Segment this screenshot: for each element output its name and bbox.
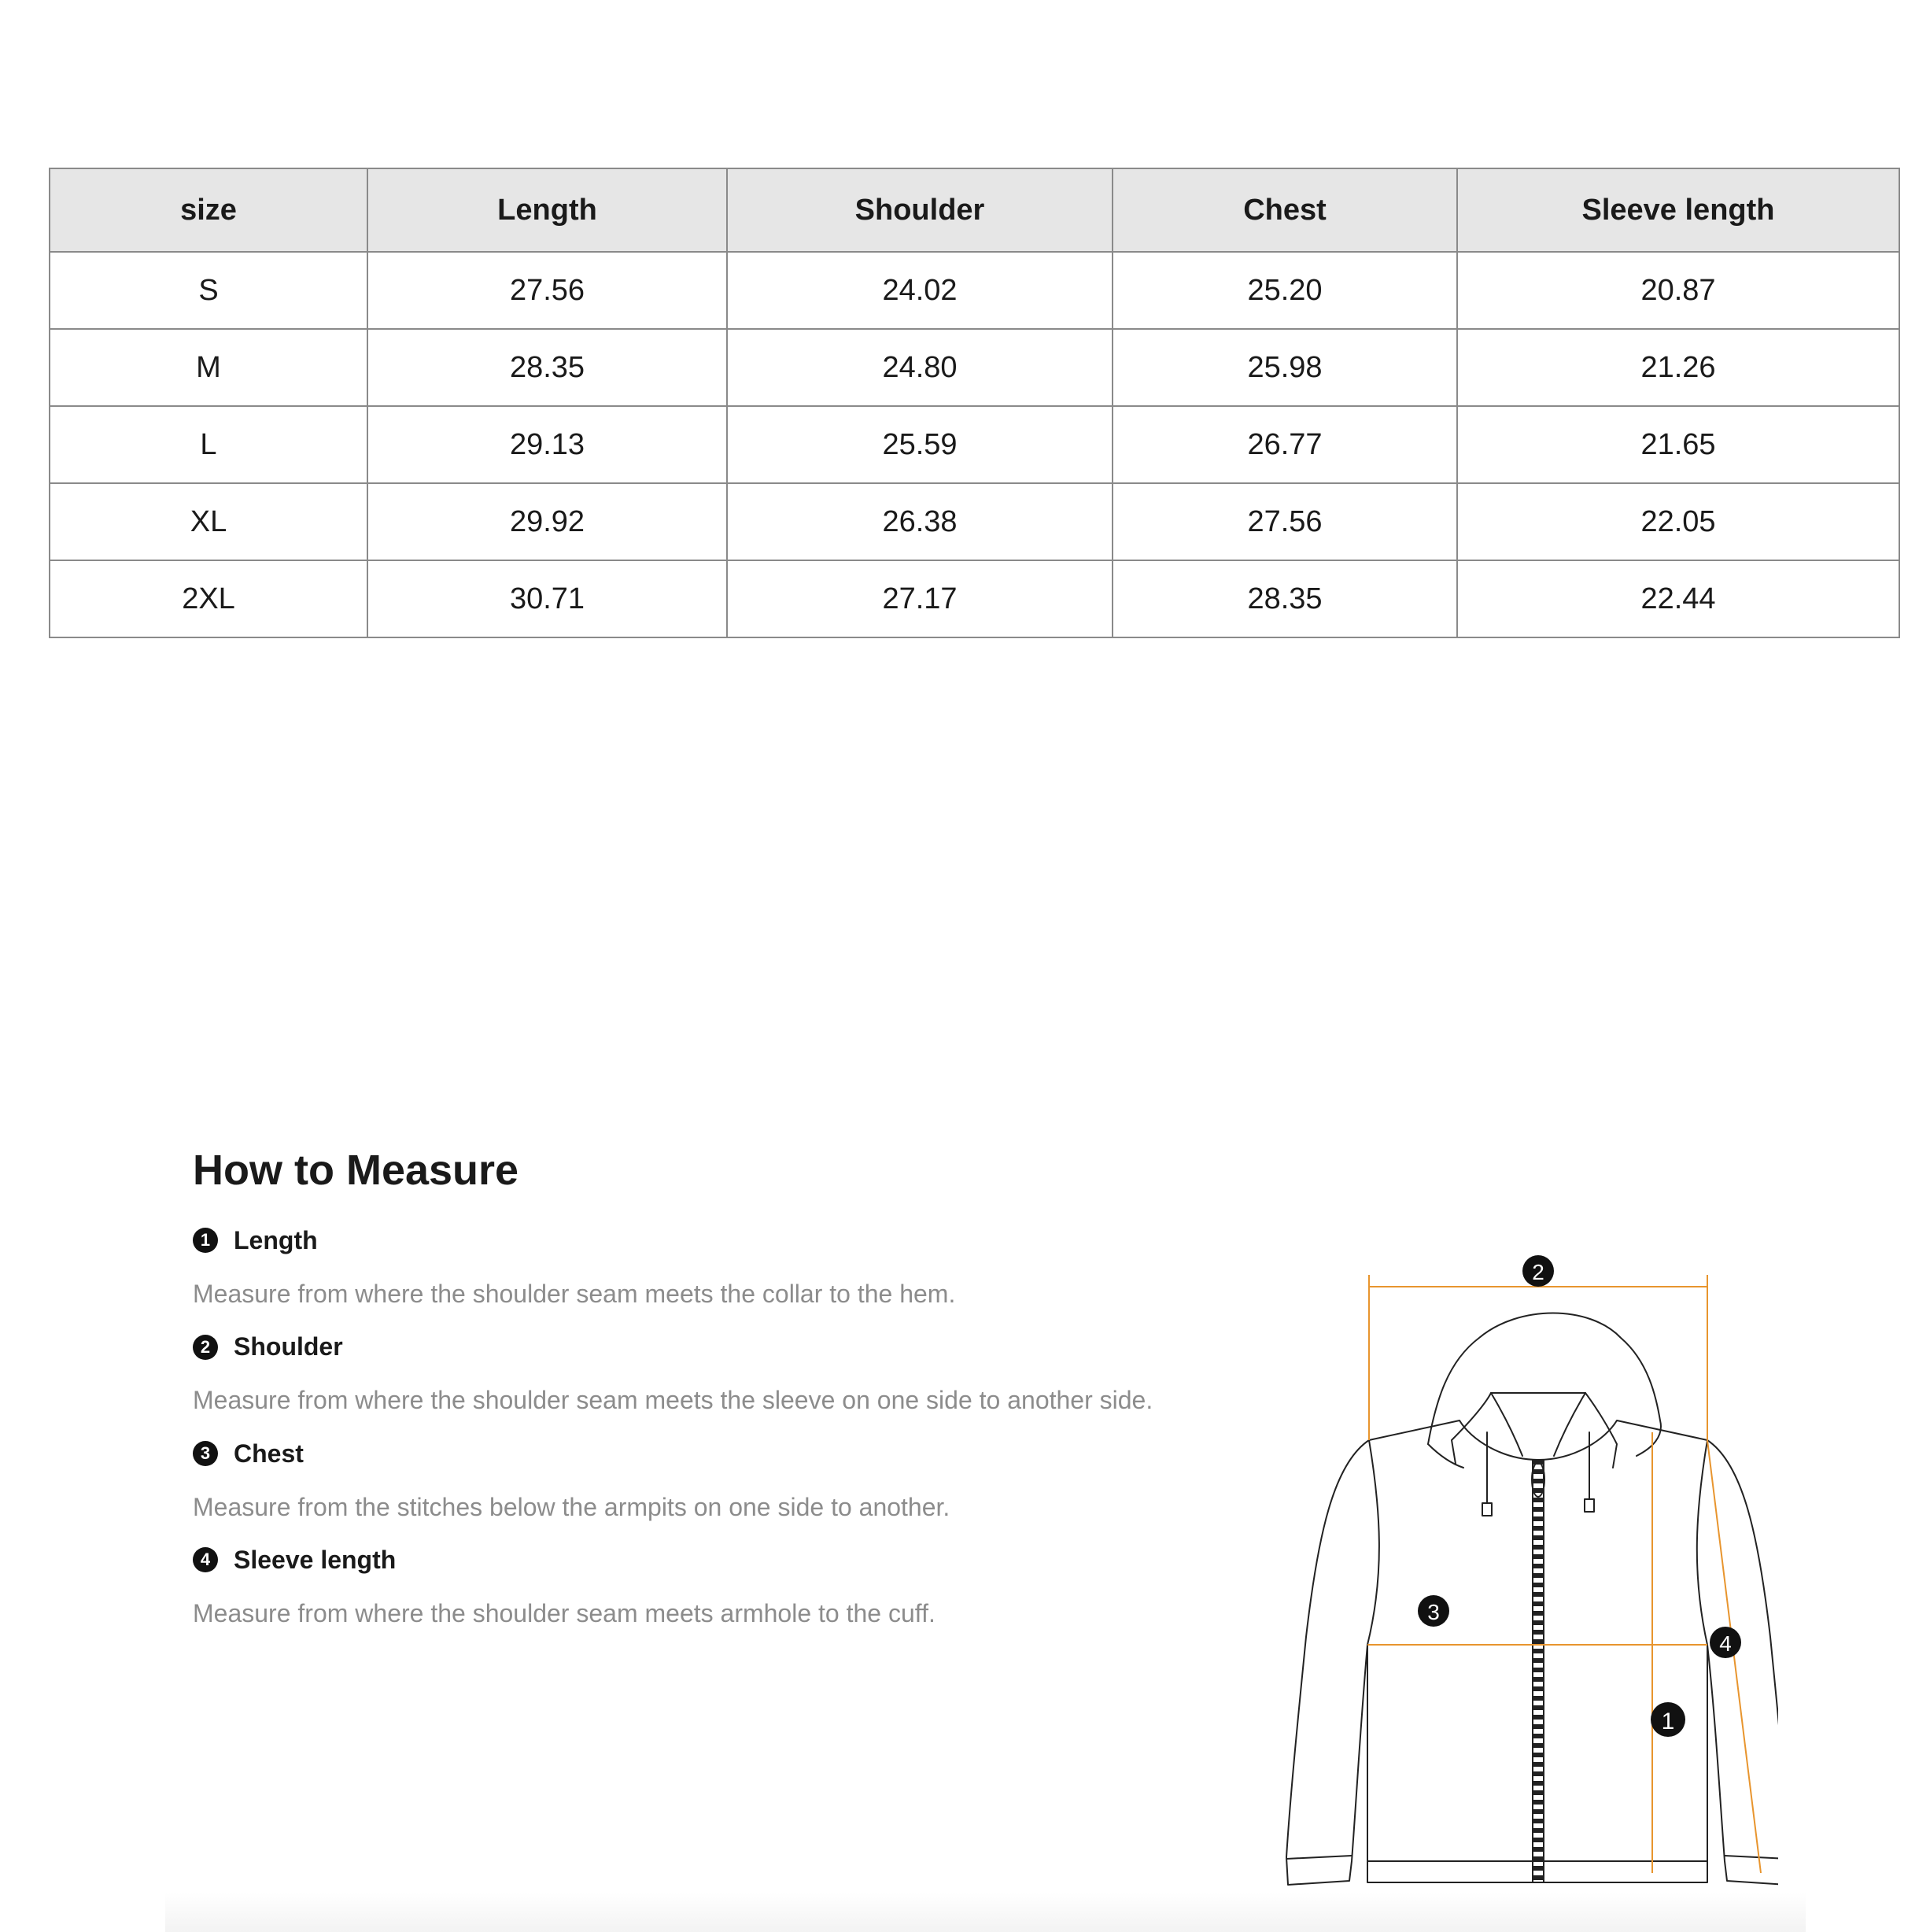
table-row — [50, 483, 1899, 560]
column-header-size: size — [50, 168, 367, 252]
shoulder-cell: 27.17 — [727, 560, 1113, 637]
zipper — [1533, 1460, 1544, 1882]
column-header-chest: Chest — [1113, 168, 1457, 252]
number-1-icon: 1 — [193, 1228, 218, 1253]
shoulder-cell: 25.59 — [727, 406, 1113, 483]
number-4-icon: 4 — [193, 1547, 218, 1572]
how-to-measure-section — [193, 1145, 1216, 1652]
measure-description: Measure from where the shoulder seam meets armhole to the cuff. — [193, 1598, 935, 1627]
size-cell: 2XL — [50, 560, 367, 637]
measurement-lines — [1367, 1275, 1761, 1873]
table-row — [50, 406, 1899, 483]
table-row — [50, 252, 1899, 329]
size-chart-table — [49, 168, 1900, 638]
chest-cell: 25.20 — [1113, 252, 1457, 329]
sleeve-length-cell: 22.05 — [1457, 483, 1899, 560]
measure-item-shoulder — [193, 1332, 1216, 1415]
diagram-marker-1 — [1651, 1702, 1685, 1737]
column-header-sleeve-length: Sleeve length — [1457, 168, 1899, 252]
shoulder-cell: 24.80 — [727, 329, 1113, 406]
diagram-marker-2 — [1522, 1255, 1554, 1287]
svg-text:3: 3 — [1427, 1600, 1440, 1624]
diagram-marker-3 — [1418, 1595, 1449, 1627]
number-2-icon: 2 — [193, 1335, 218, 1360]
measure-description: Measure from where the shoulder seam meets the collar to the hem. — [193, 1279, 956, 1308]
chest-cell: 26.77 — [1113, 406, 1457, 483]
measure-description: Measure from the stitches below the armpits on one side to another. — [193, 1492, 950, 1521]
size-cell: M — [50, 329, 367, 406]
measure-item-sleeve-length — [193, 1546, 1216, 1628]
how-to-measure-title: How to Measure — [193, 1147, 519, 1194]
chest-cell: 28.35 — [1113, 560, 1457, 637]
size-cell: XL — [50, 483, 367, 560]
size-cell: L — [50, 406, 367, 483]
measure-item-length — [193, 1226, 1216, 1309]
chest-cell: 27.56 — [1113, 483, 1457, 560]
sleeve-length-cell: 20.87 — [1457, 252, 1899, 329]
svg-text:1: 1 — [1661, 1709, 1675, 1734]
table-row — [50, 560, 1899, 637]
bottom-fade-divider — [165, 1893, 1806, 1932]
table-row — [50, 329, 1899, 406]
column-header-length: Length — [367, 168, 727, 252]
length-cell: 28.35 — [367, 329, 727, 406]
sleeve-length-cell: 21.65 — [1457, 406, 1899, 483]
number-3-icon: 3 — [193, 1441, 218, 1466]
sleeve-length-cell: 22.44 — [1457, 560, 1899, 637]
length-cell: 30.71 — [367, 560, 727, 637]
measure-description: Measure from where the shoulder seam meets the sleeve on one side to another side. — [193, 1386, 1153, 1415]
svg-text:4: 4 — [1719, 1631, 1732, 1656]
measure-label: Sleeve length — [234, 1545, 397, 1574]
table-header-row — [50, 168, 1899, 252]
length-cell: 29.92 — [367, 483, 727, 560]
size-cell: S — [50, 252, 367, 329]
length-cell: 27.56 — [367, 252, 727, 329]
measure-label: Length — [234, 1225, 318, 1254]
measure-label: Chest — [234, 1439, 304, 1468]
column-header-shoulder: Shoulder — [727, 168, 1113, 252]
shoulder-cell: 24.02 — [727, 252, 1113, 329]
hoodie-measurement-diagram — [1251, 1243, 1778, 1904]
sleeve-length-cell: 21.26 — [1457, 329, 1899, 406]
shoulder-cell: 26.38 — [727, 483, 1113, 560]
diagram-marker-4 — [1710, 1627, 1741, 1658]
measure-label: Shoulder — [234, 1332, 343, 1361]
length-cell: 29.13 — [367, 406, 727, 483]
measure-item-chest — [193, 1439, 1216, 1522]
chest-cell: 25.98 — [1113, 329, 1457, 406]
svg-text:2: 2 — [1532, 1260, 1544, 1284]
